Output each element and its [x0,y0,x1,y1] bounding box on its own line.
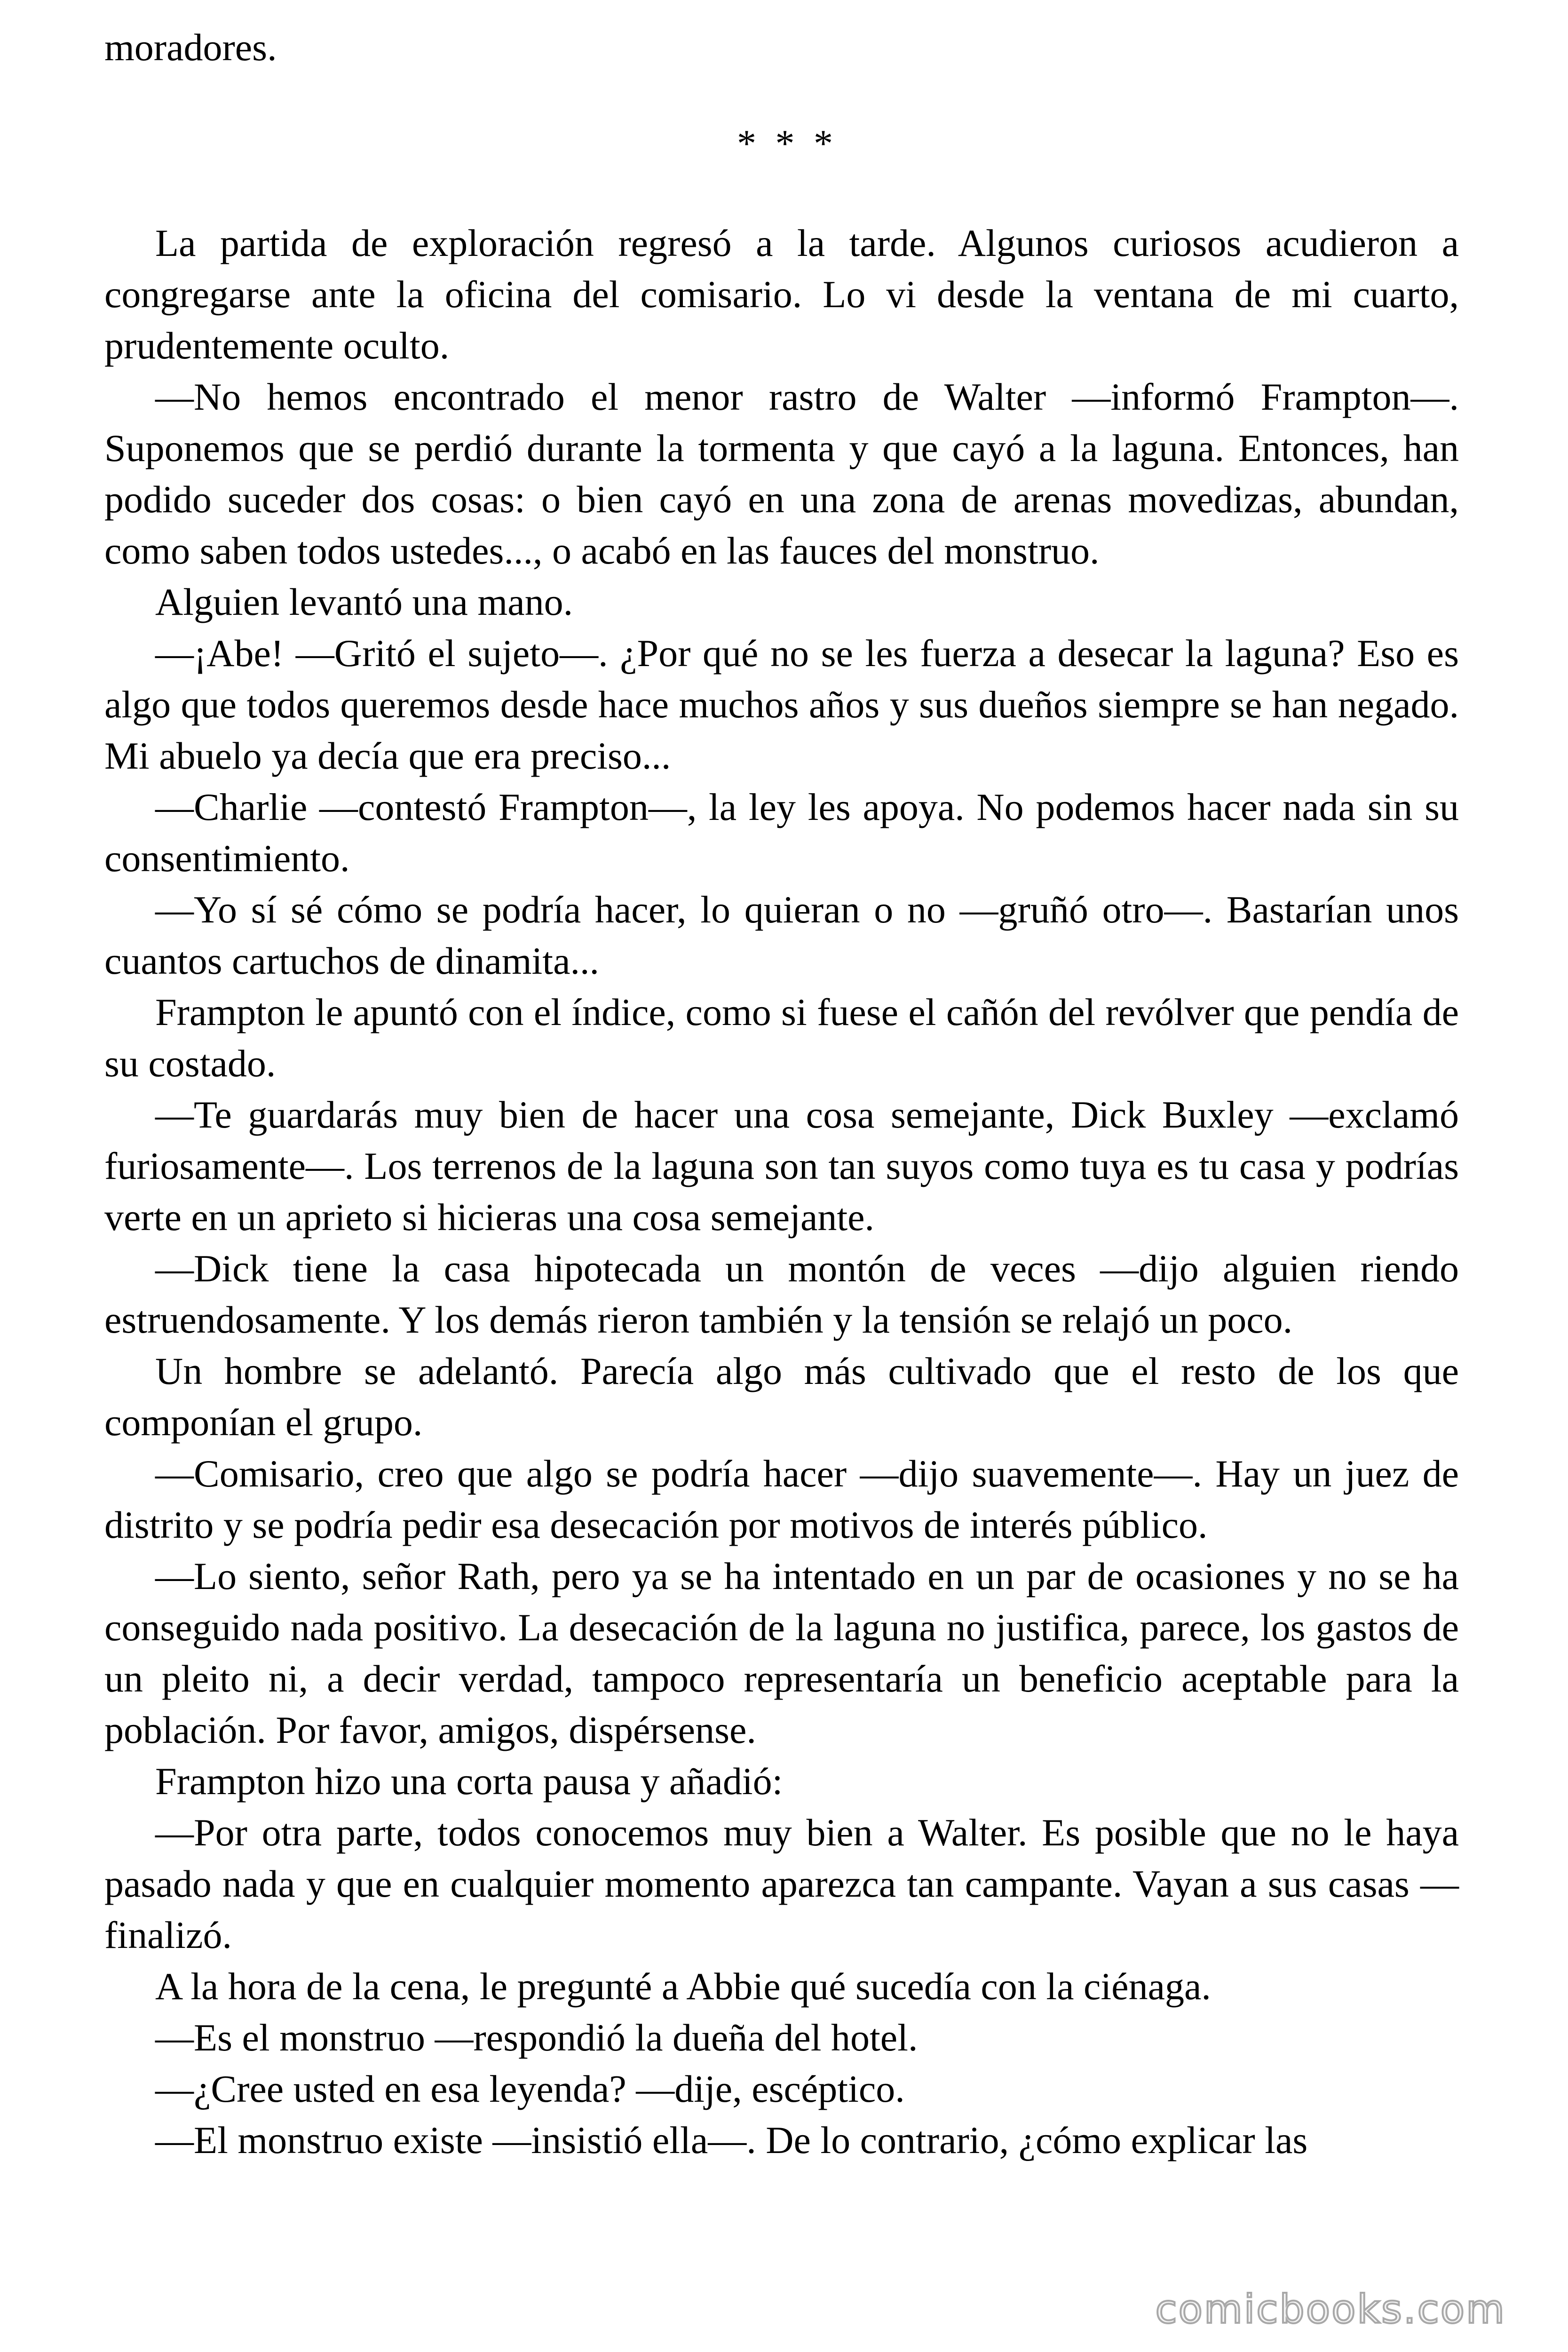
section-separator: * * * [737,122,838,165]
paragraph: —Te guardarás muy bien de hacer una cosa semejante, Dick Buxley —exclamó furiosamente—. Los terrenos de la laguna son tan suyos como tuya es tu casa y podrías verte en un aprieto si hicieras una cosa semejante. [104,1093,1459,1239]
watermark: comicbooks.com [1155,2286,1506,2332]
paragraph: —No hemos encontrado el menor rastro de Walter —informó Frampton—. Suponemos que se perdió durante la tormenta y que cayó a la laguna. Entonces, han podido suceder dos cosas: o bien cayó en una zona de arenas movedizas, abundan, como saben todos ustedes..., o acabó en las fauces del monstruo. [104,375,1459,572]
paragraph: Frampton le apuntó con el índice, como si fuese el cañón del revólver que pendía de su costado. [104,991,1459,1085]
opening-line: moradores. [104,26,277,69]
paragraph: La partida de exploración regresó a la tarde. Algunos curiosos acudieron a congregarse ante la oficina del comisario. Lo vi desde la ventana de mi cuarto, prudentemente oculto. [104,222,1459,367]
paragraph: —Charlie —contestó Frampton—, la ley les apoya. No podemos hacer nada sin su consentimiento. [104,786,1459,880]
paragraph: —¿Cree usted en esa leyenda? —dije, escéptico. [155,2067,905,2110]
paragraph: —Dick tiene la casa hipotecada un montón de veces —dijo alguien riendo estruendosamente. Y los demás rieron también y la tensión se relajó un poco. [104,1247,1459,1341]
page-text [104,22,1459,2166]
paragraph: Un hombre se adelantó. Parecía algo más cultivado que el resto de los que componían el grupo. [104,1350,1459,1444]
paragraph: Frampton hizo una corta pausa y añadió: [155,1760,783,1803]
paragraph: —Yo sí sé cómo se podría hacer, lo quieran o no —gruñó otro—. Bastarían unos cuantos cartuchos de dinamita... [104,888,1459,982]
paragraph: —¡Abe! —Gritó el sujeto—. ¿Por qué no se les fuerza a desecar la laguna? Eso es algo que todos queremos desde hace muchos años y sus dueños siempre se han negado. Mi abuelo ya decía que era preciso... [104,632,1459,777]
paragraph: —Por otra parte, todos conocemos muy bien a Walter. Es posible que no le haya pasado nada y que en cualquier momento aparezca tan campante. Vayan a sus casas —finalizó. [104,1811,1459,1956]
paragraph: Alguien levantó una mano. [155,580,573,623]
paragraph: A la hora de la cena, le pregunté a Abbie qué sucedía con la ciénaga. [155,1965,1211,2008]
paragraph: —Comisario, creo que algo se podría hacer —dijo suavemente—. Hay un juez de distrito y se podría pedir esa desecación por motivos de interés público. [104,1452,1459,1546]
paragraph: —Es el monstruo —respondió la dueña del hotel. [155,2016,918,2059]
paragraph: —El monstruo existe —insistió ella—. De lo contrario, ¿cómo explicar las [155,2119,1308,2161]
paragraph: —Lo siento, señor Rath, pero ya se ha intentado en un par de ocasiones y no se ha conseguido nada positivo. La desecación de la laguna no justifica, parece, los gastos de un pleito ni, a decir verdad, tampoco representaría un beneficio aceptable para la población. Por favor, amigos, dispérsense. [104,1555,1459,1751]
